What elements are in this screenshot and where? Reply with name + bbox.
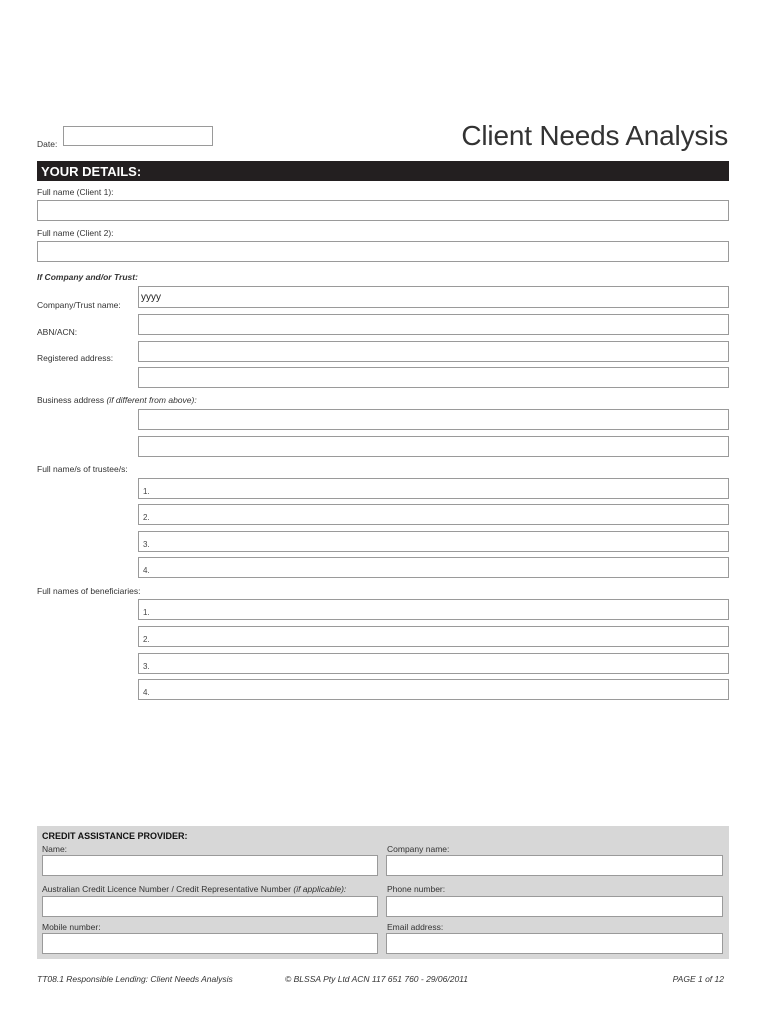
registered-address-label: Registered address: (37, 353, 114, 363)
date-label: Date: (37, 139, 58, 149)
trustee-input-2[interactable]: 2. (138, 504, 729, 525)
email-label: Email address: (387, 922, 444, 932)
beneficiary-input-4[interactable]: 4. (138, 679, 729, 700)
client2-input[interactable] (37, 241, 729, 262)
trustees-label: Full name/s of trustee/s: (37, 464, 128, 474)
registered-address-input-2[interactable] (138, 367, 729, 388)
client2-label: Full name (Client 2): (37, 228, 114, 238)
client1-input[interactable] (37, 200, 729, 221)
credit-provider-heading: CREDIT ASSISTANCE PROVIDER: (42, 831, 188, 841)
mobile-label: Mobile number: (42, 922, 101, 932)
business-address-note: (if different from above): (106, 395, 197, 405)
business-address-input-1[interactable] (138, 409, 729, 430)
business-address-label-text: Business address (37, 395, 105, 405)
date-input[interactable] (63, 126, 213, 146)
provider-company-input[interactable] (386, 855, 723, 876)
beneficiary-input-2[interactable]: 2. (138, 626, 729, 647)
client1-label: Full name (Client 1): (37, 187, 114, 197)
licence-input[interactable] (42, 896, 378, 917)
footer-document-ref: TT08.1 Responsible Lending: Client Needs Analysis (37, 974, 233, 984)
your-details-heading: YOUR DETAILS: (37, 161, 729, 181)
trustee-input-3[interactable]: 3. (138, 531, 729, 552)
business-address-input-2[interactable] (138, 436, 729, 457)
licence-label (42, 884, 346, 894)
beneficiary-input-1[interactable]: 1. (138, 599, 729, 620)
phone-label: Phone number: (387, 884, 446, 894)
mobile-input[interactable] (42, 933, 378, 954)
beneficiary-input-3[interactable]: 3. (138, 653, 729, 674)
registered-address-input-1[interactable] (138, 341, 729, 362)
licence-label-text: Australian Credit Licence Number / Credit Representative Number (42, 884, 291, 894)
beneficiaries-label: Full names of beneficiaries: (37, 586, 141, 596)
trustee-input-1[interactable]: 1. (138, 478, 729, 499)
abn-label: ABN/ACN: (37, 327, 78, 337)
abn-input[interactable] (138, 314, 729, 335)
footer-page-number: PAGE 1 of 12 (672, 974, 724, 984)
email-input[interactable] (386, 933, 723, 954)
company-trust-heading: If Company and/or Trust: (37, 272, 138, 282)
phone-input[interactable] (386, 896, 723, 917)
licence-note: (if applicable): (293, 884, 347, 894)
company-name-label: Company/Trust name: (37, 300, 121, 310)
provider-name-label: Name: (42, 844, 68, 854)
footer-copyright: © BLSSA Pty Ltd ACN 117 651 760 - 29/06/2011 (285, 974, 468, 984)
page-title: Client Needs Analysis (461, 120, 728, 151)
business-address-label (37, 395, 197, 405)
company-name-input[interactable]: yyyy (138, 286, 729, 308)
provider-name-input[interactable] (42, 855, 378, 876)
trustee-input-4[interactable]: 4. (138, 557, 729, 578)
provider-company-label: Company name: (387, 844, 450, 854)
